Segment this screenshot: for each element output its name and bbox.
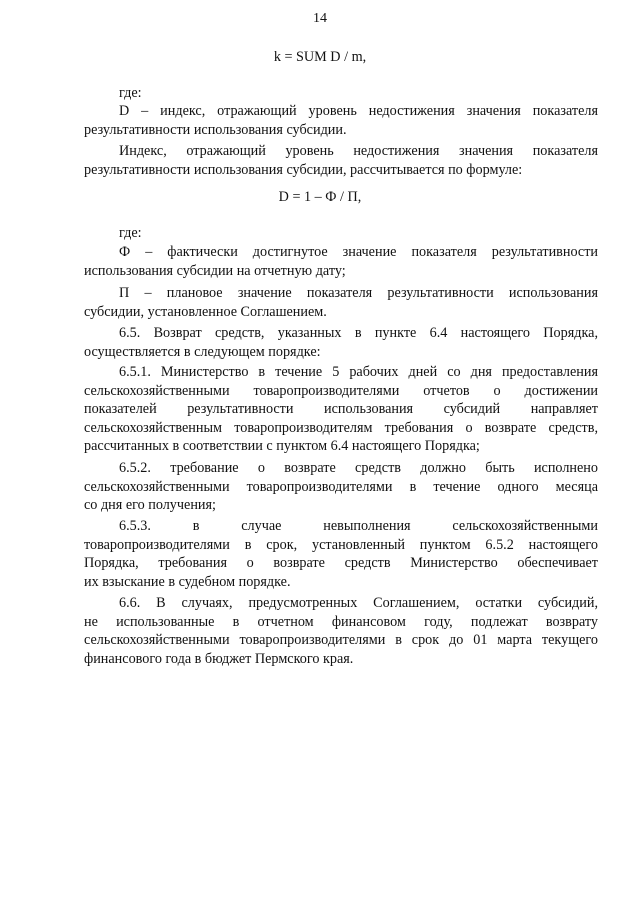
where-label-1 <box>84 84 598 103</box>
text-line: D – индекс, отражающий уровень недостижения значения показателя <box>119 103 598 119</box>
text-line: осуществляется в следующем порядке: <box>84 343 321 360</box>
text-line: рассчитанных в соответствии с пунктом 6.4 настоящего Порядка; <box>84 438 480 455</box>
paragraph-index-definition <box>84 142 598 179</box>
text-line: сельскохозяйственными товаропроизводителями в течение одного месяца <box>84 478 598 495</box>
paragraph-6-5-1 <box>84 363 598 456</box>
formula-k: k = SUM D / m, <box>273 49 367 65</box>
paragraph-6-5-3 <box>84 517 598 591</box>
text-line: Индекс, отражающий уровень недостижения значения показателя <box>119 143 598 159</box>
text-line: 6.5.3. в случае невыполнения сельскохозяйственными <box>119 518 598 534</box>
text-line: результативности использования субсидии. <box>84 121 347 138</box>
where-label-2 <box>84 224 598 243</box>
text-line: 6.5.2. требование о возврате средств должно быть исполнено <box>119 460 598 476</box>
paragraph-f-definition <box>84 243 598 280</box>
text-line: П – плановое значение показателя результативности использования <box>119 285 598 301</box>
text-line: сельскохозяйственными товаропроизводителями в срок до 01 марта текущего <box>84 632 598 649</box>
text-line: 6.6. В случаях, предусмотренных Соглашением, остатки субсидий, <box>119 595 598 611</box>
text-line: не использованные в отчетном финансовом году, подлежат возврату <box>84 613 598 630</box>
text-line: товаропроизводителями в срок, установленный пунктом 6.5.2 настоящего <box>84 536 598 553</box>
text-line: субсидии, установленное Соглашением. <box>84 303 327 320</box>
paragraph-6-6 <box>84 594 598 668</box>
text-line: 6.5. Возврат средств, указанных в пункте 6.4 настоящего Порядка, <box>119 325 598 341</box>
text-line: использования субсидии на отчетную дату; <box>84 262 346 279</box>
text-line: финансового года в бюджет Пермского края. <box>84 650 354 667</box>
text-line: сельскохозяйственными товаропроизводителями отчетов о достижении <box>84 382 598 399</box>
text-line: результативности использования субсидии, рассчитывается по формуле: <box>84 161 523 178</box>
paragraph-6-5 <box>84 324 598 361</box>
text-line: 6.5.1. Министерство в течение 5 рабочих дней со дня предоставления <box>119 364 598 380</box>
paragraph-p-definition <box>84 284 598 321</box>
formula-d: D = 1 – Ф / П, <box>278 189 362 205</box>
text-line: показателей результативности использования субсидий направляет <box>84 401 598 418</box>
text-line: Порядка, требования о возврате средств Министерство обеспечивает <box>84 555 598 572</box>
paragraph-6-5-2 <box>84 459 598 515</box>
page-number: 14 <box>313 11 327 26</box>
text-line: со дня его получения; <box>84 497 216 514</box>
paragraph-d-definition <box>84 102 598 139</box>
where-text: где: <box>119 85 142 101</box>
text-line: сельскохозяйственным товаропроизводителям требования о возврате средств, <box>84 419 598 436</box>
text-line: Ф – фактически достигнутое значение показателя результативности <box>119 244 598 260</box>
where-text: где: <box>119 225 142 241</box>
text-line: их взыскание в судебном порядке. <box>84 573 291 590</box>
